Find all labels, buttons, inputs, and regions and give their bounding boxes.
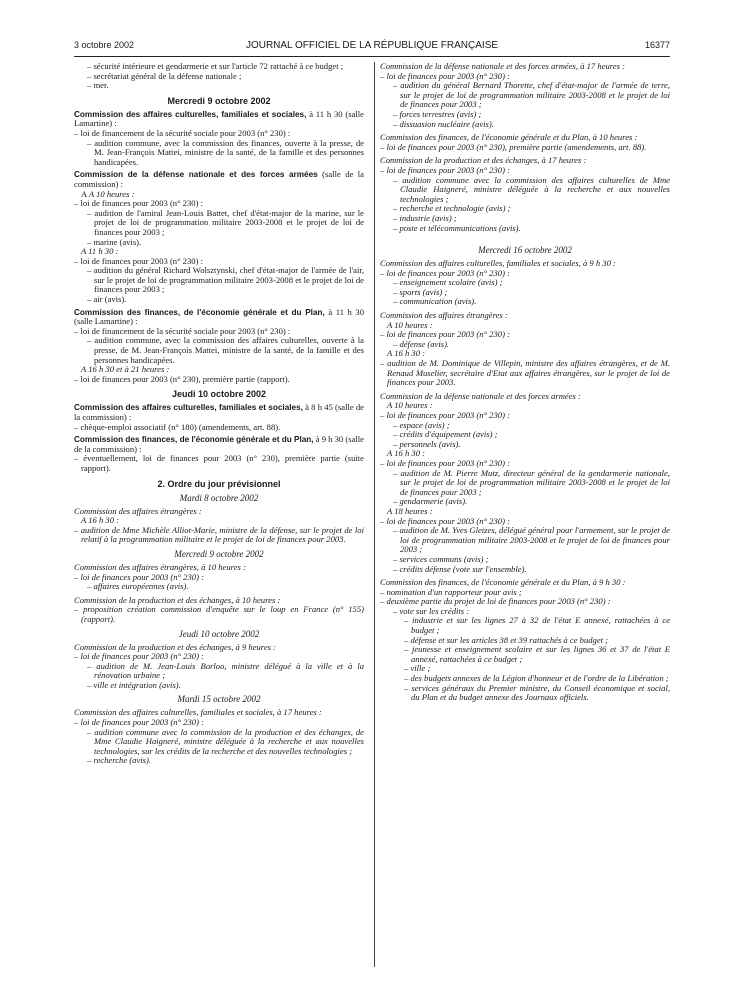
agenda-item: – loi de finances pour 2003 (n° 230) :: [380, 329, 510, 340]
agenda-item: – dissuasion nucléaire (avis).: [393, 118, 494, 129]
column-divider: [374, 62, 375, 967]
commission-entry: [74, 435, 364, 454]
agenda-item: – loi de financement de la sécurité sociale pour 2003 (n° 230) :: [74, 325, 291, 336]
day-heading: Mercredi 9 octobre 2002: [167, 95, 271, 106]
commission-entry: Commission des finances, de l'économie générale et du Plan, à 10 heures :: [380, 132, 638, 143]
time-slot: A 16 h 30 :: [387, 348, 426, 359]
agenda-item: – audition de M. Jean-Louis Borloo, ministre délégué à la ville et à la rénovation urbaine ;: [87, 660, 364, 681]
agenda-item: – défense (avis).: [393, 338, 450, 349]
agenda-item: – loi de finances pour 2003 (n° 230) :: [380, 410, 510, 420]
commission-time: (salle de la commission) :: [74, 169, 364, 189]
right-column: [380, 62, 670, 962]
time-slot: A 10 heures :: [387, 319, 433, 330]
agenda-item: – loi de financement de la sécurité sociale pour 2003 (n° 230) :: [74, 127, 291, 138]
agenda-item: – loi de finances pour 2003 (n° 230) :: [380, 457, 510, 468]
commission-entry: Commission de la production et des échanges, à 10 heures :: [74, 594, 281, 605]
agenda-item: – industrie (avis) ;: [393, 212, 457, 223]
left-column: [74, 62, 364, 974]
agenda-item: – loi de finances pour 2003 (n° 230) :: [380, 515, 510, 526]
agenda-item: – audition du général Richard Wolsztynski, chef d'état-major de l'armée de l'air, sur le projet de loi de programmation militaire 2003-2008 et le projet de loi de finances pour 2003 ;: [87, 265, 364, 295]
page-number: 16377: [644, 40, 670, 50]
commission-entry: Commission de la défense nationale et des forces armées :: [380, 390, 581, 401]
commission-name: Commission des affaires culturelles, familiales et sociales,: [74, 109, 307, 119]
commission-entry: Commission des affaires étrangères, à 10 heures :: [74, 561, 246, 572]
day-subheading: Mardi 15 octobre 2002: [177, 694, 261, 705]
agenda-item: – loi de finances pour 2003 (n° 230) :: [74, 198, 203, 209]
commission-name: Commission des finances, de l'économie générale et du Plan,: [74, 307, 325, 317]
agenda-item: – audition de Mme Michèle Alliot-Marie, ministre de la défense, sur le projet de loi relatif à la programmation militaire et le projet de loi de finances pour 2003.: [74, 524, 364, 545]
agenda-item: – audition commune avec la commission de la production et des échanges, de Mme Claudie Haigneré, ministre déléguée à la recherche et aux nouvelles technologies, sur les crédits de la recherche et des nouvelles technologies ;: [87, 726, 364, 756]
agenda-item: – loi de finances pour 2003 (n° 230) :: [380, 267, 510, 278]
agenda-item: – loi de finances pour 2003 (n° 230), première partie (amendements, art. 88).: [380, 141, 647, 152]
agenda-item: – sports (avis) ;: [393, 286, 448, 297]
time-slot: A 16 h 30 :: [81, 515, 120, 526]
agenda-item: – loi de finances pour 2003 (n° 230) :: [74, 651, 204, 662]
agenda-item: – audition de M. Dominique de Villepin, ministre des affaires étrangères, et de M. Renaud Muselier, secrétaire d'Etat aux affaires étrangères, sur le projet de loi de finances pour 2003.: [380, 358, 670, 388]
agenda-item: – nomination d'un rapporteur pour avis ;: [380, 586, 522, 597]
agenda-item: – éventuellement, loi de finances pour 2003 (n° 230), première partie (suite rapport).: [74, 453, 364, 473]
agenda-item: – ville ;: [404, 663, 431, 674]
header-date: 3 octobre 2002: [74, 40, 135, 50]
agenda-item: – loi de finances pour 2003 (n° 230) :: [74, 571, 204, 582]
agenda-item: – crédits défense (vote sur l'ensemble).: [393, 563, 527, 574]
agenda-item: – audition de M. Pierre Mutz, directeur général de la gendarmerie nationale, sur le projet de loi de programmation militaire 2003-2008 et le projet de loi de finances pour 2003 ;: [393, 467, 670, 497]
time-slot: A A 10 heures :: [81, 188, 135, 199]
page-header: [74, 40, 670, 54]
commission-name: Commission des finances, de l'économie générale et du Plan,: [74, 435, 314, 445]
time-slot: A 16 h 30 :: [387, 448, 426, 459]
agenda-item: – vote sur les crédits :: [393, 605, 470, 616]
agenda-item: – poste et télécommunications (avis).: [393, 222, 521, 233]
agenda-item: – loi de finances pour 2003 (n° 230) :: [380, 164, 510, 175]
agenda-item: – proposition création commission d'enquête sur le loup en France (n° 155) (rapport).: [74, 604, 364, 624]
agenda-item: – forces terrestres (avis) ;: [393, 108, 482, 119]
commission-entry: Commission des affaires étrangères :: [380, 310, 508, 321]
agenda-item: – deuxième partie du projet de loi de finances pour 2003 (n° 230) :: [380, 596, 611, 607]
agenda-item: – jeunesse et enseignement scolaire et sur les lignes 36 et 37 de l'état E annexé, rattachées à ce budget ;: [404, 644, 670, 664]
day-subheading: Mercredi 16 octobre 2002: [478, 245, 572, 256]
agenda-item: – espace (avis) ;: [393, 419, 450, 430]
commission-entry: [74, 110, 364, 129]
agenda-item: – audition de M. Yves Gleizes, délégué général pour l'armement, sur le projet de loi de programmation militaire 2003-2008 et le projet de loi de finances pour 2003 ;: [393, 525, 670, 555]
agenda-item: – audition du général Bernard Thorette, chef d'état-major de l'armée de terre, sur le projet de loi de programmation militaire 2003-2008 et le projet de loi de finances pour 2003 ;: [393, 80, 670, 110]
day-subheading: Mercredi 9 octobre 2002: [174, 548, 264, 559]
time-value: A 16 h 30 et à 21 heures :: [81, 364, 170, 375]
agenda-item: – services communs (avis) ;: [393, 553, 489, 564]
time-value: A 11 h 30 :: [81, 246, 119, 257]
agenda-item: – des budgets annexes de la Légion d'honneur et de l'ordre de la Libération ;: [404, 673, 669, 684]
agenda-item: – audition commune, avec la commission des finances, ouverte à la presse, de M. Jean-François Mattei, ministre de la santé, de la famille et des personnes handicapées.: [87, 137, 364, 167]
agenda-item: – gendarmerie (avis).: [393, 496, 468, 507]
agenda-item: – chèque-emploi associatif (n° 180) (amendements, art. 88).: [74, 421, 281, 432]
agenda-item: – secrétariat général de la défense nationale ;: [87, 70, 242, 81]
commission-entry: Commission des finances, de l'économie générale et du Plan, à 9 h 30 :: [380, 577, 626, 588]
agenda-item: – loi de finances pour 2003 (n° 230) :: [74, 717, 204, 728]
agenda-item: – recherche et technologie (avis) ;: [393, 203, 511, 214]
day-heading: Jeudi 10 octobre 2002: [171, 389, 267, 400]
commission-entry: Commission de la défense nationale et des forces armées, à 17 heures :: [380, 62, 625, 71]
section-heading: 2. Ordre du jour prévisionnel: [157, 478, 281, 489]
commission-entry: Commission des affaires culturelles, familiales et sociales, à 9 h 30 :: [380, 258, 616, 269]
time-slot: A 18 heures :: [387, 505, 433, 516]
commission-entry: [74, 403, 364, 422]
agenda-item: – sécurité intérieure et gendarmerie et sur l'article 72 rattaché à ce budget ;: [87, 62, 344, 71]
commission-entry: Commission des affaires culturelles, familiales et sociales, à 17 heures :: [74, 707, 322, 718]
agenda-item: – audition de l'amiral Jean-Louis Battet, chef d'état-major de la marine, sur le projet de loi de programmation militaire 2003-2008 et le projet de loi de finances pour 2003 ;: [87, 207, 364, 237]
commission-time: à 8 h 45 (salle de la commission) :: [74, 402, 364, 422]
agenda-item: – industrie et sur les lignes 27 à 32 de l'état E annexé, rattachées à ce budget ;: [404, 615, 670, 636]
agenda-item: – air (avis).: [87, 294, 127, 305]
agenda-item: – services généraux du Premier ministre, du Conseil économique et social, du Plan et du budget annexe des Journaux officiels.: [404, 682, 670, 703]
agenda-item: – crédits d'équipement (avis) ;: [393, 429, 498, 440]
agenda-item: – défense et sur les articles 38 et 39 rattachés à ce budget ;: [404, 634, 609, 645]
time-value: A 10 heures :: [88, 188, 135, 199]
agenda-item: – loi de finances pour 2003 (n° 230) :: [380, 70, 510, 81]
agenda-item: – ville et intégration (avis).: [87, 679, 181, 690]
commission-entry: Commission de la production et des échanges, à 17 heures :: [380, 155, 587, 166]
commission-name: Commission des affaires culturelles, familiales et sociales,: [74, 403, 303, 413]
journal-title: JOURNAL OFFICIEL DE LA RÉPUBLIQUE FRANÇAISE: [245, 40, 499, 51]
agenda-item: – recherche (avis).: [87, 755, 152, 766]
commission-name: Commission de la défense nationale et des forces armées: [74, 170, 318, 180]
day-subheading: Mardi 8 octobre 2002: [179, 492, 259, 503]
agenda-item: – enseignement scolaire (avis) ;: [393, 277, 503, 288]
agenda-item: – marine (avis).: [87, 236, 142, 247]
agenda-item: – personnels (avis).: [393, 438, 461, 449]
agenda-item: – communication (avis).: [393, 296, 477, 307]
agenda-item: – loi de finances pour 2003 (n° 230), première partie (rapport).: [74, 373, 290, 384]
commission-entry: Commission des affaires étrangères :: [74, 505, 202, 516]
commission-time: à 9 h 30 (salle de la commission) :: [74, 434, 364, 454]
commission-entry: [74, 170, 364, 189]
agenda-item: – audition commune avec la commission des affaires culturelles de Mme Claudie Haigneré, ministre déléguée à la recherche et aux nouvelles technologies ;: [393, 174, 670, 204]
commission-time: à 11 h 30 (salle Lamartine) :: [74, 306, 364, 327]
agenda-item: – affaires européennes (avis).: [87, 581, 189, 592]
commission-entry: [74, 308, 364, 327]
commission-entry: Commission de la production et des échanges, à 9 heures :: [74, 641, 277, 652]
day-subheading: Jeudi 10 octobre 2002: [178, 628, 260, 639]
time-slot: A 10 heures :: [387, 400, 433, 411]
agenda-item: – mer.: [87, 80, 109, 91]
commission-time: à 11 h 30 (salle Lamartine) :: [74, 108, 364, 129]
agenda-item: – loi de finances pour 2003 (n° 230) :: [74, 255, 203, 266]
agenda-item: – audition commune, avec la commission des affaires culturelles, ouverte à la presse, de M. Jean-François Mattei, ministre de la santé, de la famille et des personnes handicapées.: [87, 335, 364, 365]
header-rule: [74, 56, 670, 57]
